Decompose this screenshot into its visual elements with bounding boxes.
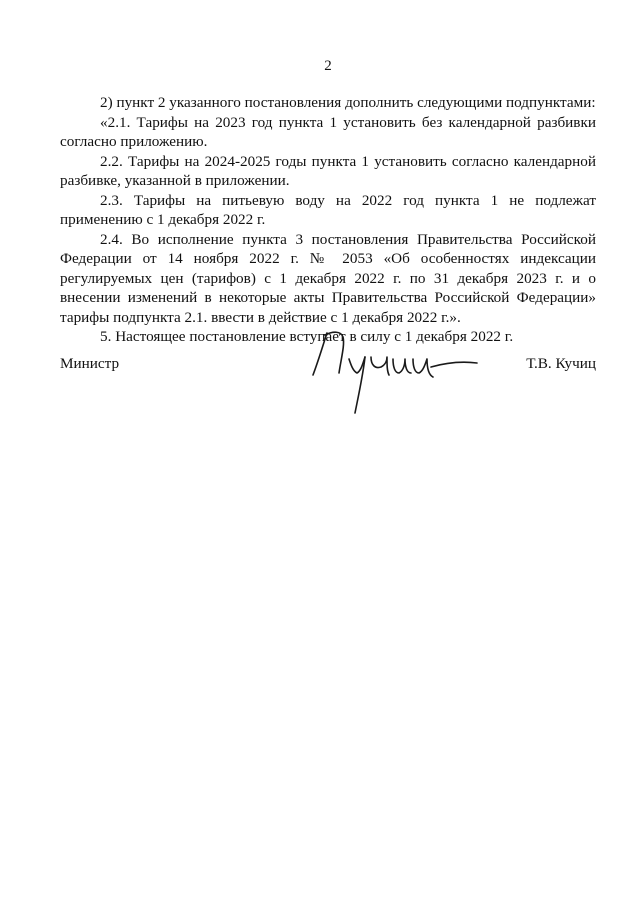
document-body [60,93,596,347]
signer-title: Министр [60,355,120,372]
paragraph-3: 2.2. Тарифы на 2024-2025 годы пункта 1 установить согласно календарной разбивке, указанной в приложении. [60,152,596,189]
paragraph-6: 5. Настоящее постановление вступает в силу с 1 декабря 2022 г. [100,328,514,345]
signer-name: Т.В. Кучиц [526,355,596,372]
paragraph-2: «2.1. Тарифы на 2023 год пункта 1 установить без календарной разбивки согласно приложению. [60,113,596,150]
paragraph-1: 2) пункт 2 указанного постановления дополнить следующими подпунктами: [100,94,596,111]
handwritten-signature [305,323,480,418]
page-number: 2 [324,58,332,74]
paragraph-5: 2.4. Во исполнение пункта 3 постановления Правительства Российской Федерации от 14 ноября 2022 г. № 2053 «Об особенностях индексации регулируемых цен (тарифов) с 1 декабря 2022 г. по 31 декабря 2023 г. и о внесении изменений в некоторые акты Правительства Российской Федерации» тарифы подпункта 2.1. ввести в действие с 1 декабря 2022 г.». [60,230,596,326]
paragraph-4: 2.3. Тарифы на питьевую воду на 2022 год пункта 1 не подлежат применению с 1 декабря 2022 г. [60,191,596,228]
